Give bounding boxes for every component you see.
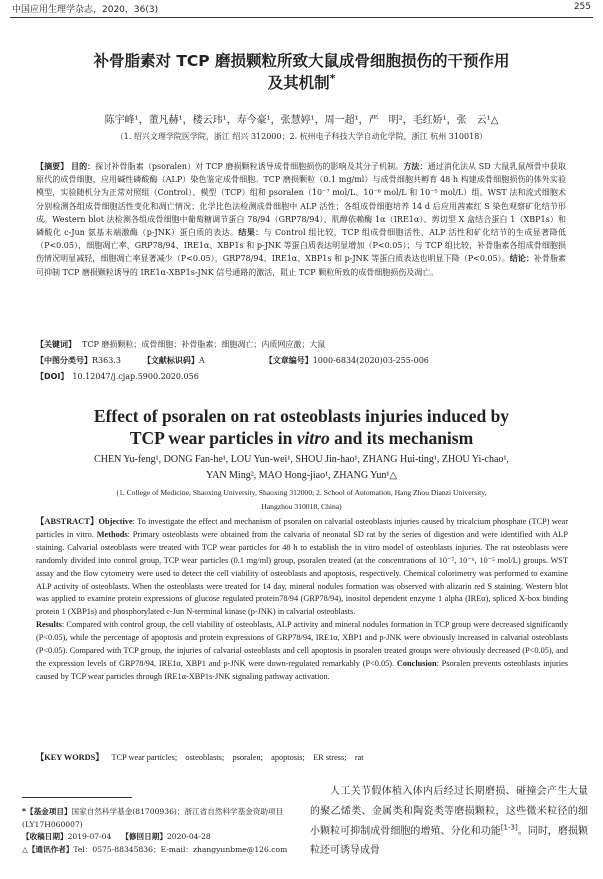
title-cn-line1: 补骨脂素对 TCP 磨损颗粒所致大鼠成骨细胞损伤的干预作用 [93,52,510,70]
affiliation-cn: （1. 绍兴文理学院医学院，浙江 绍兴 312000；2. 杭州电子科技大学自动化学院，浙江 杭州 310018） [115,132,488,141]
results-en: : Compared with control group, the cell viability of osteoblasts, ALP activity and mineral nodules formation in TCP group were decreased significantly (P<0.05), while the percentage of apoptosis and protein expressions of GRP78/94, IRE1α, XBP1 and p-JNK were obviously increased in calvarial osteoblasts (P<0.05). Compared with TCP group, the injuries of calvarial osteoblasts and cell apoptosis in psoralen treated groups were obviously decreased (P<0.05), and the expression levels of GRP78/94, IRE1α, XBP1 and p-JNK were down-regulated remarkably (P<0.05). [36,620,568,668]
header-rule [10,17,593,18]
journal-header: 中国应用生理学杂志，2020，36(3) [12,5,159,15]
title-en-line1: Effect of psoralen on rat osteoblasts injuries induced by [93,406,510,426]
citation-ref: [1-3] [500,823,518,832]
keywords-cn-label: 【关键词】 [36,340,76,349]
title-cn [20,50,583,94]
keywords-en [36,752,568,765]
keywords-en-text: TCP wear particles; osteoblasts; psoralen; apoptosis; ER stress; rat [111,753,364,762]
objective-cn: 探讨补骨脂素（psoralen）对 TCP 磨损颗粒诱导成骨细胞损伤的影响及其分子机制。 [95,162,404,171]
results-cn-label: 结果： [238,228,264,238]
footnote-rule [22,797,132,798]
authors-cn: 陈宇峰¹，董凡赫¹，楼云玮¹，寿今豪¹，张慧婷¹，周一超¹，严 明²，毛红娇¹，张 云¹△ [104,115,499,126]
affiliation-en-line1: (1. College of Medicine, Shaoxing University, Shaoxing 312000; 2. School of Automation, Hang Zhou Dianzi University, [116,488,487,497]
article-label: 【文章编号】 [264,356,313,365]
objective-en-label: Objective [98,517,133,526]
contact-text: Tel：0575-88345836；E-mail：zhangyunbme@126.com [73,844,288,854]
conclusion-en-label: Conclusion [396,658,437,668]
title-en [20,405,583,449]
doi-row [36,371,566,383]
methods-en-label: Methods [96,529,128,539]
keywords-cn-text: TCP 磨损颗粒；成骨细胞；补骨脂素；细胞凋亡；内质网应激；大鼠 [82,340,326,349]
contact-label: △【通讯作者】 [22,844,74,854]
revised-date: 2020-04-28 [166,832,211,841]
contact-note [22,844,292,857]
methods-cn-label: 方法： [403,162,428,171]
objective-en: : To investigate the effect and mechanism of psoralen on calvarial osteoblasts injuries caused by tricalcium phosphate (TCP) wear particles in vitro. [36,517,568,539]
clc-label: 【中图分类号】 [36,356,92,365]
body-text-main: 人工关节假体植入体内后经过长期磨损、碰撞会产生大量的聚乙烯类、金属类和陶瓷类等磨损颗粒，这些微米粒径的细小颗粒可抑制成骨细胞的增殖、分化和功能 [310,786,588,837]
affiliation-en-line2: Hangzhou 310018, China) [261,502,342,511]
title-cn-line2: 及其机制 [267,74,330,92]
abstract-en [36,516,568,684]
page-number: 255 [573,2,591,12]
fund-note [22,806,292,831]
doc-value: A [198,356,205,365]
fund-text: 国家自然科学基金(81700936)；浙江省自然科学基金资助项目(LY17H060007) [22,807,284,829]
authors-en-line1: CHEN Yu-feng¹, DONG Fan-he¹, LOU Yun-wei¹, SHOU Jin-hao¹, ZHANG Hui-ting¹, ZHOU Yi-chao¹, [94,454,509,465]
title-en-line2-a: TCP wear particles in [129,428,297,448]
authors-en [20,453,583,482]
doi-label: 【DOI】 [36,372,69,381]
abstract-en-label: 【ABSTRACT】 [36,517,99,526]
conclusion-cn: 补骨脂素可抑制 TCP 磨损颗粒诱导的 IRE1α-XBP1s-JNK 信号通路的激活，阻止 TCP 颗粒所致的成骨细胞损伤及凋亡。 [36,254,566,277]
clc-value: R363.3 [92,356,121,365]
abstract-cn-label: 【摘要】 [36,162,69,171]
title-cn-line2-wrap [20,72,583,94]
revised-label: 【修回日期】 [121,832,167,841]
fund-label: *【基金项目】 [22,807,72,816]
body-text-cn [310,782,588,861]
body-text-tail: 。同时，磨损颗粒还可诱导成骨 [310,825,589,857]
affiliation-en [30,487,573,512]
objective-cn-label: 目的： [71,162,96,171]
keywords-cn [36,339,566,351]
dates-note [22,831,292,844]
received-label: 【收稿日期】 [22,832,68,841]
article-value: 1000-6834(2020)03-255-006 [312,356,429,365]
doc-label: 【文献标识码】 [142,356,199,365]
footnotes [22,806,292,856]
title-en-line2-italic: vitro [296,428,330,448]
conclusion-en: : Psoralen prevents osteoblasts injuries caused by TCP wear particles through IRE1α-XBP1s-JNK signaling pathway activation. [36,658,569,681]
abstract-cn [36,160,566,279]
methods-cn: 通过消化法从 SD 大鼠乳鼠颅骨中获取原代的成骨细胞，应用碱性磷酸酶（ALP）染色鉴定成骨细胞。TCP 磨损颗粒（0.1 mg/ml）与成骨细胞共孵育 48 h 构建成骨细胞损伤的体外实验模型，实验随机分为正常对照组（Control）、模型（TCP）组和 psoralen（10⁻⁷ mol/L、10⁻⁶ mol/L 和 10⁻⁵ mol/L）组。WST 法和流式细胞术分别检测各组成骨细胞活性变化和凋亡情况；化学比色法检测成骨细胞中 ALP 活性；各组成骨细胞培养 14 d 后应用茜素红 S 染色观察矿化结节形成。Western blot 法检测各组成骨细胞中葡萄糖调节蛋白 78/94（GRP78/94）、肌醇依赖酶 1α（IRE1α）、剪切型 X 盒结合蛋白 1（XBP1s）和磷酸化 c-Jun 氨基末端激酶（p-JNK）蛋白质的表达。 [36,162,567,238]
classification-row [36,355,566,367]
title-en-line2-b: and its mechanism [329,428,474,448]
authors-en-line2: YAN Ming², MAO Hong-jiao¹, ZHANG Yun¹△ [205,470,398,481]
received-date: 2019-07-04 [67,832,112,841]
conclusion-cn-label: 结论： [509,254,534,264]
doi-value: 10.12047/j.cjap.5900.2020.056 [72,372,199,381]
fund-mark: * [329,71,336,85]
keywords-en-label: 【KEY WORDS】 [36,753,104,762]
results-en-label: Results [36,620,62,630]
methods-en: : Primary osteoblasts were obtained from the calvaria of neonatal SD rat by the series of digestion and were identified with ALP staining. Calvarial osteoblasts were treated with TCP wear particles for 48 h to establish the in vitro model of osteoblasts injuries. The rat osteoblasts were randomly divided into control group, TCP wear particles (0.1 mg/ml) group, psoralen treated (at the concentrations of 10⁻⁷, 10⁻⁶, 10⁻⁵ mol/L) groups. WST assay and the flow cytometry were used to detect the cell viability of osteoblasts and apoptosis, respectively. Chemical colorimetry was performed to examine ALP activity of osteoblasts. When the osteoblasts were treated for 14 day, mineral nodules formation was observed with alizarin red S staining. Western blot was applied to examine protein expressions of glucose regulated protein78/94 (GRP78/94), inositol dependent enzyme 1 alpha (IREα), spliced X-box binding protein 1 (XBP1s) and phosphorylated c-Jun N-terminal kinase (p-JNK) in calvarial osteoblasts. [36,529,568,617]
title-en-line2 [20,427,583,449]
results-cn: 与 Control 组比较，TCP 组成骨细胞活性、ALP 活性和矿化结节的生成显著降低（P<0.05），细胞凋亡率、GRP78/94、IRE1α、XBP1s 和 p-JNK 等蛋白质表达明显增加（P<0.05）；与 TCP 组比较，补骨脂素各组成骨细胞损伤情况明显减轻，细胞凋亡率显著减少（P<0.05），GRP78/94、IRE1α、XBP1s 和 p-JNK 等蛋白质表达也明显下降（P<0.05）。 [36,228,566,264]
